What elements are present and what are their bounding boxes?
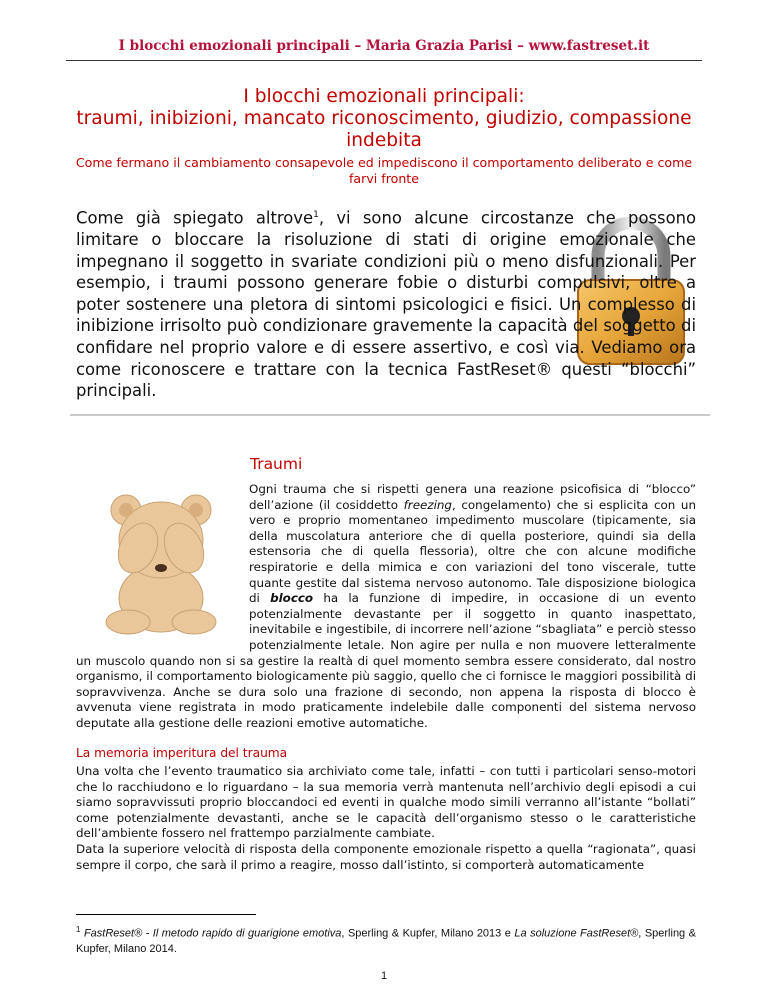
document-subtitle: Come fermano il cambiamento consapevole ed impediscono il comportamento deliberato e come farvi fronte: [75, 155, 693, 186]
footnote-number: 1: [76, 925, 81, 934]
footnote: [76, 922, 696, 957]
header-rule: [66, 60, 702, 61]
section-heading-traumi: Traumi: [250, 455, 303, 473]
traumi-text-b: , congelamento) che si esplicita con un vero e proprio momentaneo impedimento muscolare (tipicamente, sia della muscolatura anteriore che di quella posteriore, quindi sia della estensoria che di quella flessoria), oltre che con alcune modifiche respiratorie e della mimica e con variazioni del tono viscerale, tutte quante gestite dal sistema nervoso autonomo. Tale disposizione biologica di: [249, 497, 696, 606]
intro-paragraph: [76, 205, 696, 402]
footnote-book-1: FastReset® - Il metodo rapido di guarigione emotiva: [83, 927, 342, 940]
term-freezing: freezing: [403, 497, 452, 512]
page-number: 1: [380, 970, 388, 982]
traumi-text-c: ha la funzione di impedire, in occasione di un evento potenzialmente devastante per il soggetto in quanto inaspettato, inevitabile e ingestibile, di incorrere nell’azione “sbagliata” e perciò stesso potenzialmente letale. Non agire per nulla e non muovere letteralmente un muscolo quando non si sa gestire la realtà di quel momento sembra essere considerato, dal nostro organismo, il comportamento biologicamente più saggio, quello che ci fornisce le maggiori possibilità di sopravvivenza. Anche se dura solo una frazione di secondo, non appena la risposta di blocco è avvenuta viene registrata in modo praticamente indelebile dalle componenti del sistema nervoso deputate alla gestione delle reazioni emotive automatiche.: [76, 591, 696, 730]
intro-text-start: Come già spiegato altrove: [76, 208, 314, 228]
section-heading-memoria: La memoria imperitura del trauma: [76, 746, 288, 760]
memoria-paragraph-2: Data la superiore velocità di risposta della componente emozionale rispetto a quella “ragionata”, quasi sempre il corpo, che sarà il primo a reagire, mosso dall’istinto, si comporterà automaticamente: [76, 841, 696, 872]
footnote-text-mid: , Sperling & Kupfer, Milano 2013 e: [341, 927, 515, 940]
traumi-text-a: Ogni trauma che si rispetti genera una reazione psicofisica di “blocco” dell’azione (il cosiddetto: [249, 482, 696, 512]
traumi-paragraph: [76, 482, 696, 732]
image-float-spacer: [76, 482, 249, 638]
term-blocco: blocco: [270, 591, 314, 606]
running-header: I blocchi emozionali principali – Maria Grazia Parisi – www.fastreset.it: [118, 38, 650, 54]
intro-text-rest: , vi sono alcune circostanze che possono limitare o bloccare la risoluzione di stati di origine emozionale che impegnano il soggetto in svariate condizioni più o meno disfunzionali. Per esempio, i traumi possono generare fobie o disturbi compulsivi, oltre a poter sostenere una pletora di sintomi psicologici e fisici. Un complesso di inibizione irrisolto può condizionare gravemente la capacità del soggetto di confidare nel proprio valore e di essere assertivo, e così via. Vediamo ora come riconoscere e trattare con la tecnica FastReset® questi “blocchi” principali.: [76, 208, 697, 401]
memoria-paragraph-1: Una volta che l’evento traumatico sia archiviato come tale, infatti – con tutti i particolari senso-motori che lo racchiudono e lo riguardano – la sua memoria verrà mantenuta nell’archivio degli episodi a cui siamo sopravvissuti proprio bloccandoci ed eventi in qualche modo simili verranno all’istante “bollati” come potenzialmente devastanti, anche se le capacità dell’organismo stesso o le caratteristiche dell’ambiente fossero nel frattempo parzialmente cambiate.: [76, 764, 696, 841]
document-title: [60, 86, 708, 152]
title-line-2: traumi, inibizioni, mancato riconoscimento, giudizio, compassione indebita: [76, 108, 692, 151]
footnote-text-end: , Sperling & Kupfer, Milano 2014.: [76, 927, 696, 955]
footnote-rule: [76, 914, 256, 915]
footnote-book-2: La soluzione FastReset®: [514, 927, 639, 940]
section-separator: [70, 414, 710, 416]
memoria-paragraphs: [76, 764, 696, 873]
title-line-1: I blocchi emozionali principali:: [243, 86, 525, 107]
footnote-ref: 1: [313, 210, 319, 220]
